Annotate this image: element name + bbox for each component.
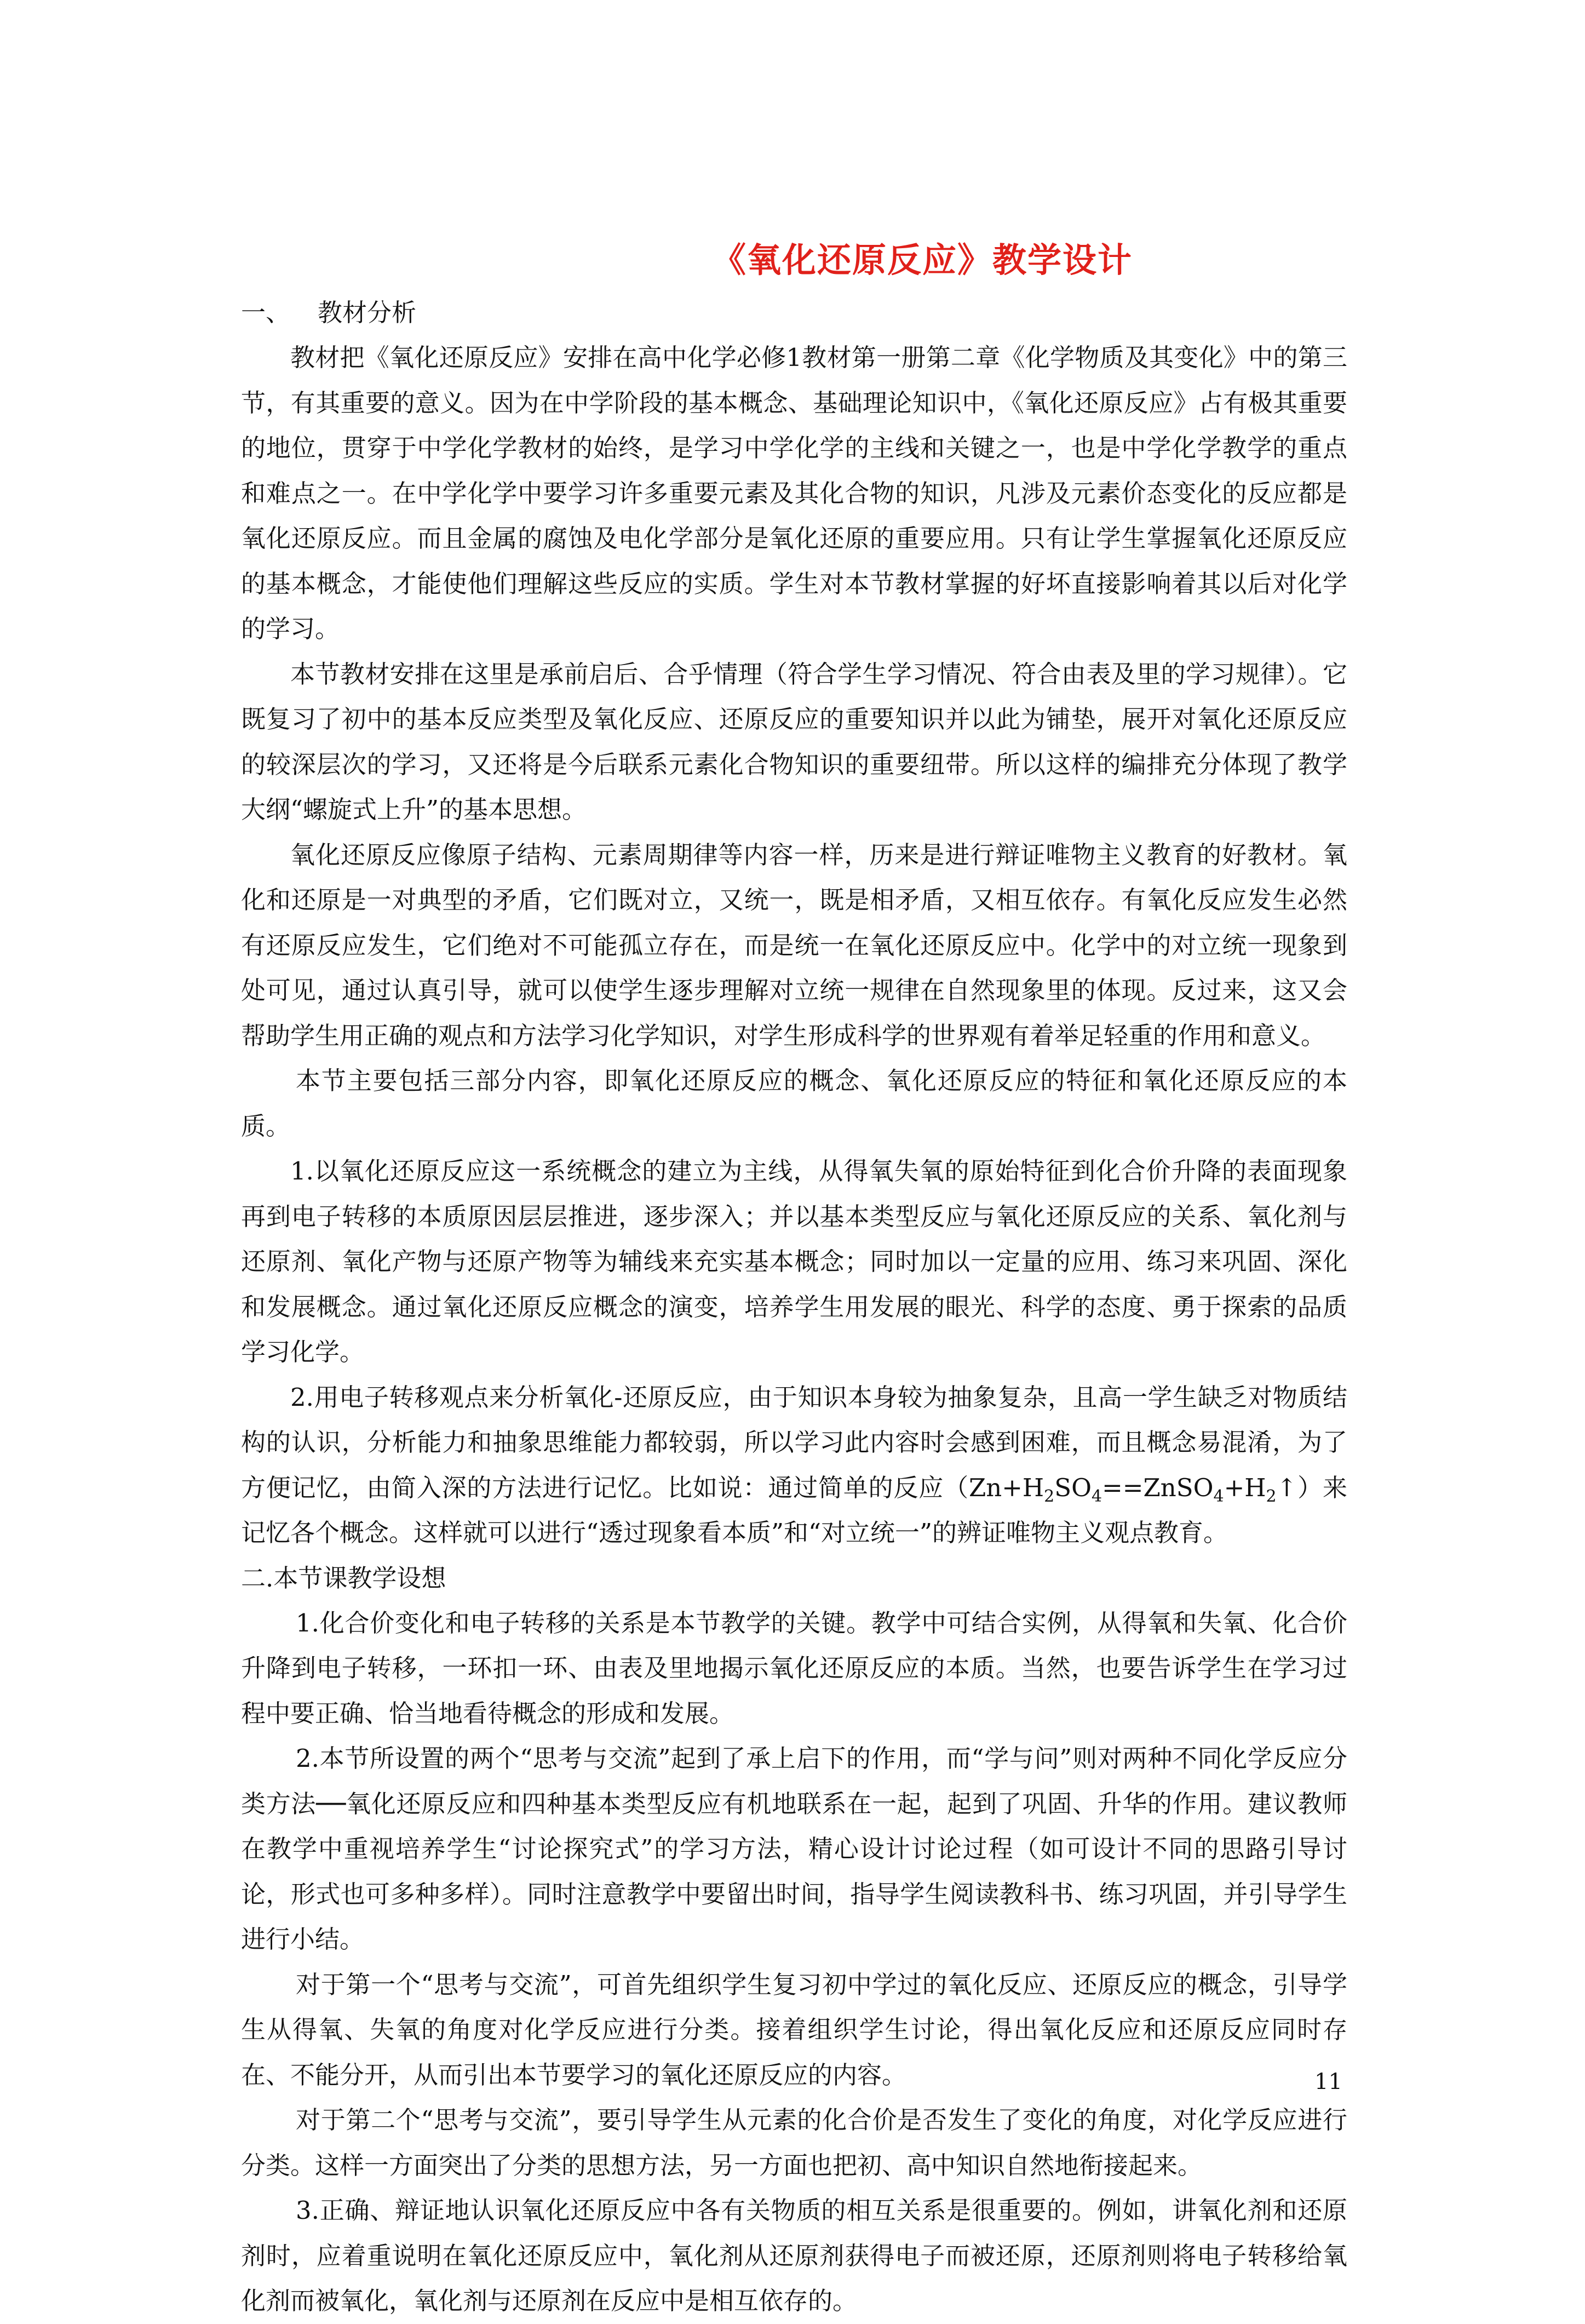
- page-number: 11: [1314, 2069, 1342, 2094]
- section-title-1: 教材分析: [318, 298, 417, 327]
- paragraph-text: ）来记忆各个概念。这样就可以进行“透过现象看本质”和“对立统一”的辨证唯物主义观点教育。: [241, 1473, 1347, 1547]
- paragraph: 1.化合价变化和电子转移的关系是本节教学的关键。教学中可结合实例，从得氧和失氧、化合价升降到电子转移，一环扣一环、由表及里地揭示氧化还原反应的本质。当然，也要告诉学生在学习过程中要正确、恰当地看待概念的形成和发展。: [241, 1608, 1347, 1728]
- paragraph: 对于第二个“思考与交流”，要引导学生从元素的化合价是否发生了变化的角度，对化学反应进行分类。这样一方面突出了分类的思想方法，另一方面也把初、高中知识自然地衔接起来。: [241, 2105, 1347, 2180]
- up-arrow-icon: ↑: [1276, 1473, 1297, 1502]
- paragraph: 本节主要包括三部分内容，即氧化还原反应的概念、氧化还原反应的特征和氧化还原反应的本质。: [241, 1066, 1347, 1141]
- paragraph: 2.本节所设置的两个“思考与交流”起到了承上启下的作用，而“学与问”则对两种不同化学反应分类方法──氧化还原反应和四种基本类型反应有机地联系在一起，起到了巩固、升华的作用。建议教师在教学中重视培养学生“讨论探究式”的学习方法，精心设计讨论过程（如可设计不同的思路引导讨论，形式也可多种多样）。同时注意教学中要留出时间，指导学生阅读教科书、练习巩固，并引导学生进行小结。: [241, 1744, 1347, 1954]
- paragraph: 教材把《氧化还原反应》安排在高中化学必修1教材第一册第二章《化学物质及其变化》中的第三节，有其重要的意义。因为在中学阶段的基本概念、基础理论知识中，《氧化还原反应》占有极其重要的地位，贯穿于中学化学教材的始终，是学习中学化学的主线和关键之一，也是中学化学教学的重点和难点之一。在中学化学中要学习许多重要元素及其化合物的知识，凡涉及元素价态变化的反应都是氧化还原反应。而且金属的腐蚀及电化学部分是氧化还原的重要应用。只有让学生掌握氧化还原反应的基本概念，才能使他们理解这些反应的实质。学生对本节教材掌握的好坏直接影响着其以后对化学的学习。: [241, 343, 1347, 643]
- section-number-1: 一、: [241, 298, 291, 327]
- document-body: [241, 236, 1347, 2324]
- paragraph: 1.以氧化还原反应这一系统概念的建立为主线，从得氧失氧的原始特征到化合价升降的表面现象再到电子转移的本质原因层层推进，逐步深入；并以基本类型反应与氧化还原反应的关系、氧化剂与还原剂、氧化产物与还原产物等为辅线来充实基本概念；同时加以一定量的应用、练习来巩固、深化和发展概念。通过氧化还原反应概念的演变，培养学生用发展的眼光、科学的态度、勇于探索的品质学习化学。: [241, 1157, 1347, 1366]
- paragraph: 3.正确、辩证地认识氧化还原反应中各有关物质的相互关系是很重要的。例如，讲氧化剂和还原剂时，应着重说明在氧化还原反应中，氧化剂从还原剂获得电子而被还原，还原剂则将电子转移给氧化剂而被氧化，氧化剂与还原剂在反应中是相互依存的。: [241, 2196, 1347, 2315]
- section-heading-2: [241, 1556, 1347, 1601]
- paragraph-with-equation: [241, 1375, 1347, 1556]
- paragraph: 氧化还原反应像原子结构、元素周期律等内容一样，历来是进行辩证唯物主义教育的好教材。氧化和还原是一对典型的矛盾，它们既对立，又统一，既是相矛盾，又相互依存。有氧化反应发生必然有还原反应发生，它们绝对不可能孤立存在，而是统一在氧化还原反应中。化学中的对立统一现象到处可见，通过认真引导，就可以使学生逐步理解对立统一规律在自然现象里的体现。反过来，这又会帮助学生用正确的观点和方法学习化学知识，对学生形成科学的世界观有着举足轻重的作用和意义。: [241, 840, 1347, 1050]
- paragraph: 本节教材安排在这里是承前启后、合乎情理（符合学生学习情况、符合由表及里的学习规律）。它既复习了初中的基本反应类型及氧化反应、还原反应的重要知识并以此为铺垫，展开对氧化还原反应的较深层次的学习，又还将是今后联系元素化合物知识的重要纽带。所以这样的编排充分体现了教学大纲“螺旋式上升”的基本思想。: [241, 659, 1347, 824]
- paragraph: 对于第一个“思考与交流”，可首先组织学生复习初中学过的氧化反应、还原反应的概念，引导学生从得氧、失氧的角度对化学反应进行分类。接着组织学生讨论，得出氧化反应和还原反应同时存在、不能分开，从而引出本节要学习的氧化还原反应的内容。: [241, 1970, 1347, 2090]
- section-number-2: 二.: [241, 1563, 274, 1593]
- paragraph-text: 2.用电子转移观点来分析氧化-还原反应，由于知识本身较为抽象复杂，且高一学生缺乏对物质结构的认识，分析能力和抽象思维能力都较弱，所以学习此内容时会感到困难，而且概念易混淆，为了方便记忆，由简入深的方法进行记忆。比如说：通过简单的反应（: [241, 1382, 1347, 1502]
- document-title: 《氧化还原反应》教学设计: [712, 240, 1133, 280]
- section-title-2: 本节课教学设想: [273, 1563, 446, 1593]
- section-heading-1: [241, 290, 1347, 335]
- chemical-equation: $Zn+H_2SO_4==ZnSO_4+H_2↑$: [968, 1473, 1297, 1506]
